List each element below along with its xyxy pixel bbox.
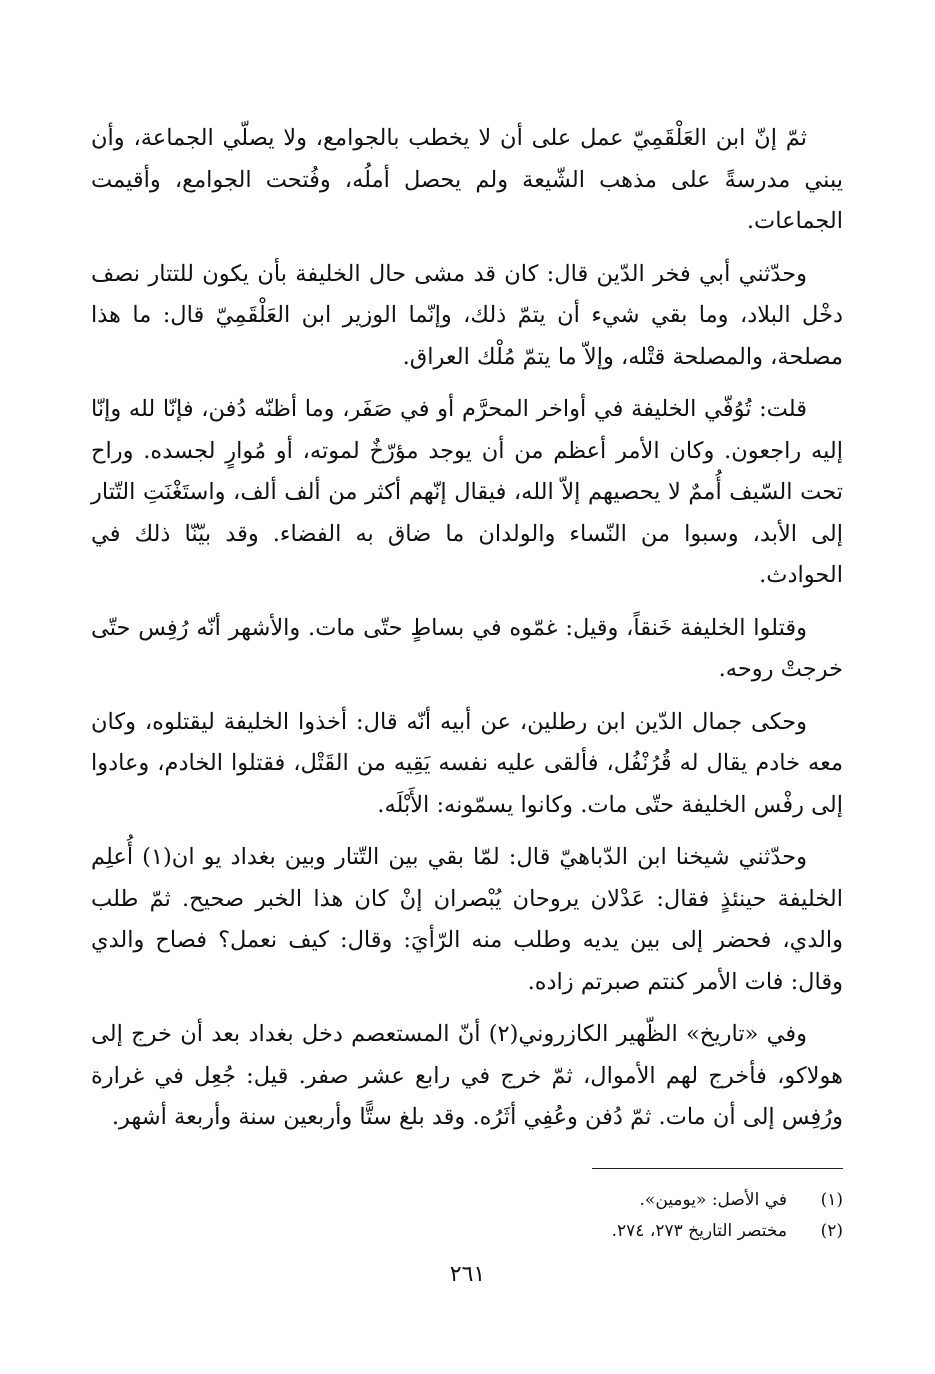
footnote-1 — [243, 1185, 843, 1216]
paragraph-5: وحكى جمال الدّين ابن رطلين، عن أبيه أنّه قال: أخذوا الخليفة ليقتلوه، وكان معه خادم يقال له قُرُنْفُل، فألقى عليه نفسه يَقِيه من القَتْل، فقتلوا الخادم، وعادوا إلى رفْس الخليفة حتّى مات. وكانوا يسمّونه: الأَبْلَه. — [91, 708, 843, 818]
paragraph-4: وقتلوا الخليفة خَنقاً، وقيل: غمّوه في بساطٍ حتّى مات. والأشهر أنّه رُفِس حتّى خرجتْ روحه. — [91, 614, 843, 682]
paragraph-1: ثمّ إنّ ابن العَلْقَمِيّ عمل على أن لا يخطب بالجوامع، ولا يصلّي الجماعة، وأن يبني مدرسةً على مذهب الشّيعة ولم يحصل أملُه، وفُتحت الجوامع، وأقيمت الجماعات. — [91, 125, 843, 234]
page-body — [91, 118, 843, 1150]
footnote-number: (١) — [820, 1190, 843, 1210]
footnote-2 — [243, 1216, 843, 1247]
footnotes — [243, 1185, 843, 1247]
footnote-text: في الأصل: «يومين». — [639, 1190, 787, 1210]
footnote-text: مختصر التاريخ ٢٧٣، ٢٧٤. — [611, 1221, 787, 1241]
paragraph-3: قلت: تُوُفّي الخليفة في أواخر المحرَّم أو في صَفَر، وما أظنّه دُفن، فإنّا لله وإنّا إليه راجعون. وكان الأمر أعظم من أن يوجد مؤرّخٌ لموته، أو مُوارٍ لجسده. وراح تحت السّيف أُممٌ لا يحصيهم إلاّ الله، فيقال إنّهم أكثر من ألف ألف، واستَغْنَتِ التّتار إلى الأبد، وسبوا من النّساء والولدان ما ضاق به الفضاء. وقد بيّنّا ذلك في الحوادث. — [91, 396, 843, 588]
paragraph-7: وفي «تاريخ» الظّهير الكازروني(٢) أنّ المستعصم دخل بغداد بعد أن خرج إلى هولاكو، فأخرج لهم الأموال، ثمّ خرج في رابع عشر صفر. قيل: جُعِل في غرارة ورُفِس إلى أن مات. ثمّ دُفن وعُفِي أثَرُه. وقد بلغ ستًّا وأربعين سنة وأربعة أشهر. — [91, 1021, 843, 1130]
paragraph-6: وحدّثني شيخنا ابن الدّباهيّ قال: لمّا بقي بين التّتار وبين بغداد يو ان(١) أُعلِم الخليفة حينئذٍ فقال: عَدْلان يروحان يُبْصران إنْ كان هذا الخبر صحيح. ثمّ طلب والدي، فحضر إلى بين يديه وطلب منه الرّأيَ: وقال: كيف نعمل؟ فصاح والدي وقال: فات الأمر كنتم صبرتم زاده. — [91, 844, 843, 995]
page-number: ٢٦١ — [449, 1262, 486, 1287]
footnote-number: (٢) — [820, 1221, 843, 1241]
paragraph-2: وحدّثني أبي فخر الدّين قال: كان قد مشى حال الخليفة بأن يكون للتتار نصف دخْل البلاد، وما بقي شيء أن يتمّ ذلك، وإنّما الوزير ابن العَلْقَمِيّ قال: ما هذا مصلحة، والمصلحة قتْله، وإلاّ ما يتمّ مُلْك العراق. — [91, 260, 843, 370]
footnote-separator — [592, 1168, 843, 1169]
